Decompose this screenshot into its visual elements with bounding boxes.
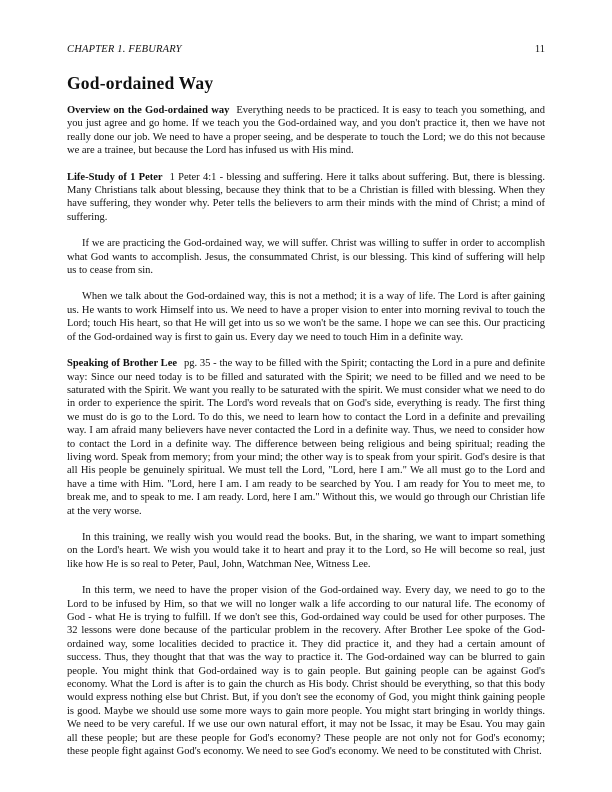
paragraph-text: If we are practicing the God-ordained way, we will suffer. Christ was willing to suffer in order to accomplish what God wants to accomplish. Jesus, the consummated Christ, is our blessing. This kind of suffering will help us to cease from sin.: [67, 238, 545, 277]
paragraph-text: Everything needs to be practiced. It is easy to teach you something, and you just agree and go home. If we teach you the God-ordained way, and you don't practice it, then we have not really done our job. We need to have a proper seeing, and be desperate to touch the Lord; we do this not because we are a trainee, but because the Lord has infused us with His mind.: [67, 105, 545, 157]
paragraph-text: In this term, we need to have the proper vision of the God-ordained way. Every day, we need to go to the Lord to be infused by Him, so that we will no longer walk a life according to our natural life. The economy of God - what He is trying to fulfill. If we don't see this, God-ordained way could be used for other purposes. The 32 lessons were done because of the particular problem in the recovery. After Brother Lee spoke of the God-ordained way, some localities decided to practice it. They did practice it, and they had a certain amount of success. Thus, they thought that that was the way to practice it. The God-ordained way can be blurred to gain people. You might think that God-ordained way is to gain people. But gaining people can be against God's economy. What the Lord is after is to gain the church as His body. Christ should be everything, so that this body would express nothing else but Christ. But, if you don't see the economy of God, you might think gaining people is good. Maybe we should use some more ways to gain more people. You might start bringing in worldy things. We need to be very careful. If we use our own natural effort, it may not be Issac, it may be Esau. You may gain all these people; but are these people for God's economy? These people are not only not for God's economy; these people fight against God's economy. We need to see God's economy. We need to be constituted with Christ.: [67, 585, 545, 758]
running-header: [67, 44, 545, 56]
paragraph-lead: Life-Study of 1 Peter: [67, 171, 163, 183]
paragraph-lead: Speaking of Brother Lee: [67, 358, 178, 370]
paragraph-text: When we talk about the God-ordained way, this is not a method; it is a way of life. The Lord is after gaining us. He wants to work Himself into us. We need to have a proper vision to enter into morning revival to touch the Lord; touch His heart, so that He will get into us so we won't be the same. I hope we can see this. Our practicing of the God-ordained way is first to gain us. Every day we need to touch Him in a definite way.: [67, 291, 545, 343]
paragraph-text: pg. 35 - the way to be filled with the Spirit; contacting the Lord in a pure and definite way: Since our need today is to be filled and saturated with the Spirit; we need to be filled and we need to be saturated with the Spirit. We want you really to be saturated with the spirit. We must consider what we need to do in order to experience the spirit. The Lord's word reveals that on God's side, everything is ready. The first thing we must do is go to the Lord. To do this, we need to learn how to contact the Lord in a definite and prevailing way. I am afraid many believers have never contacted the Lord in a definite way. Thus, we need to consider how to contact the Lord in a definite way. The difference between being religious and being spiritual; reading the living word. Speak from memory; from your mind; the other way is to speak from your spirit. God's desire is that all His people be genuinely spiritual. We must tell the Lord, "Lord, here I am." We all must go to the Lord and have a time with Him. "Lord, here I am. I am ready to be searched by You. I am ready for You to meet me, to break me, and to speak to me. I am ready. Lord, here I am." Without this, we would go through our Christian life at the very worse.: [67, 358, 545, 517]
paragraph-lead: Overview on the God-ordained way: [67, 105, 230, 116]
text-block: [67, 44, 545, 771]
paragraph-overview: [67, 104, 545, 158]
chapter-running-head: CHAPTER 1. FEBURARY: [67, 44, 182, 55]
paragraph-way-of-life: [67, 290, 545, 344]
paragraph-practicing: [67, 237, 545, 277]
section-title: God-ordained Way: [67, 73, 214, 93]
paragraph-term-vision: [67, 584, 545, 758]
paragraph-text: 1 Peter 4:1 - blessing and suffering. Here it talks about suffering. But, there is blessing. Many Christians talk about blessing, because they think that to be a Christian is filled with blessing. When they have suffering, they wonder why. Peter tells the believers to arm their minds with the mind of Christ; a mind of suffering.: [67, 171, 545, 223]
paragraph-brother-lee: [67, 357, 545, 518]
paragraph-training: [67, 531, 545, 571]
paragraph-text: In this training, we really wish you would read the books. But, in the sharing, we want to impart something on the Lord's heart. We wish you would take it to heart and pray it to the Lord, so He will become so real, just like how He is so real to Peter, Paul, John, Watchman Nee, Witness Lee.: [67, 531, 545, 570]
page-number: 11: [534, 44, 545, 55]
paragraph-life-study: [67, 171, 545, 225]
